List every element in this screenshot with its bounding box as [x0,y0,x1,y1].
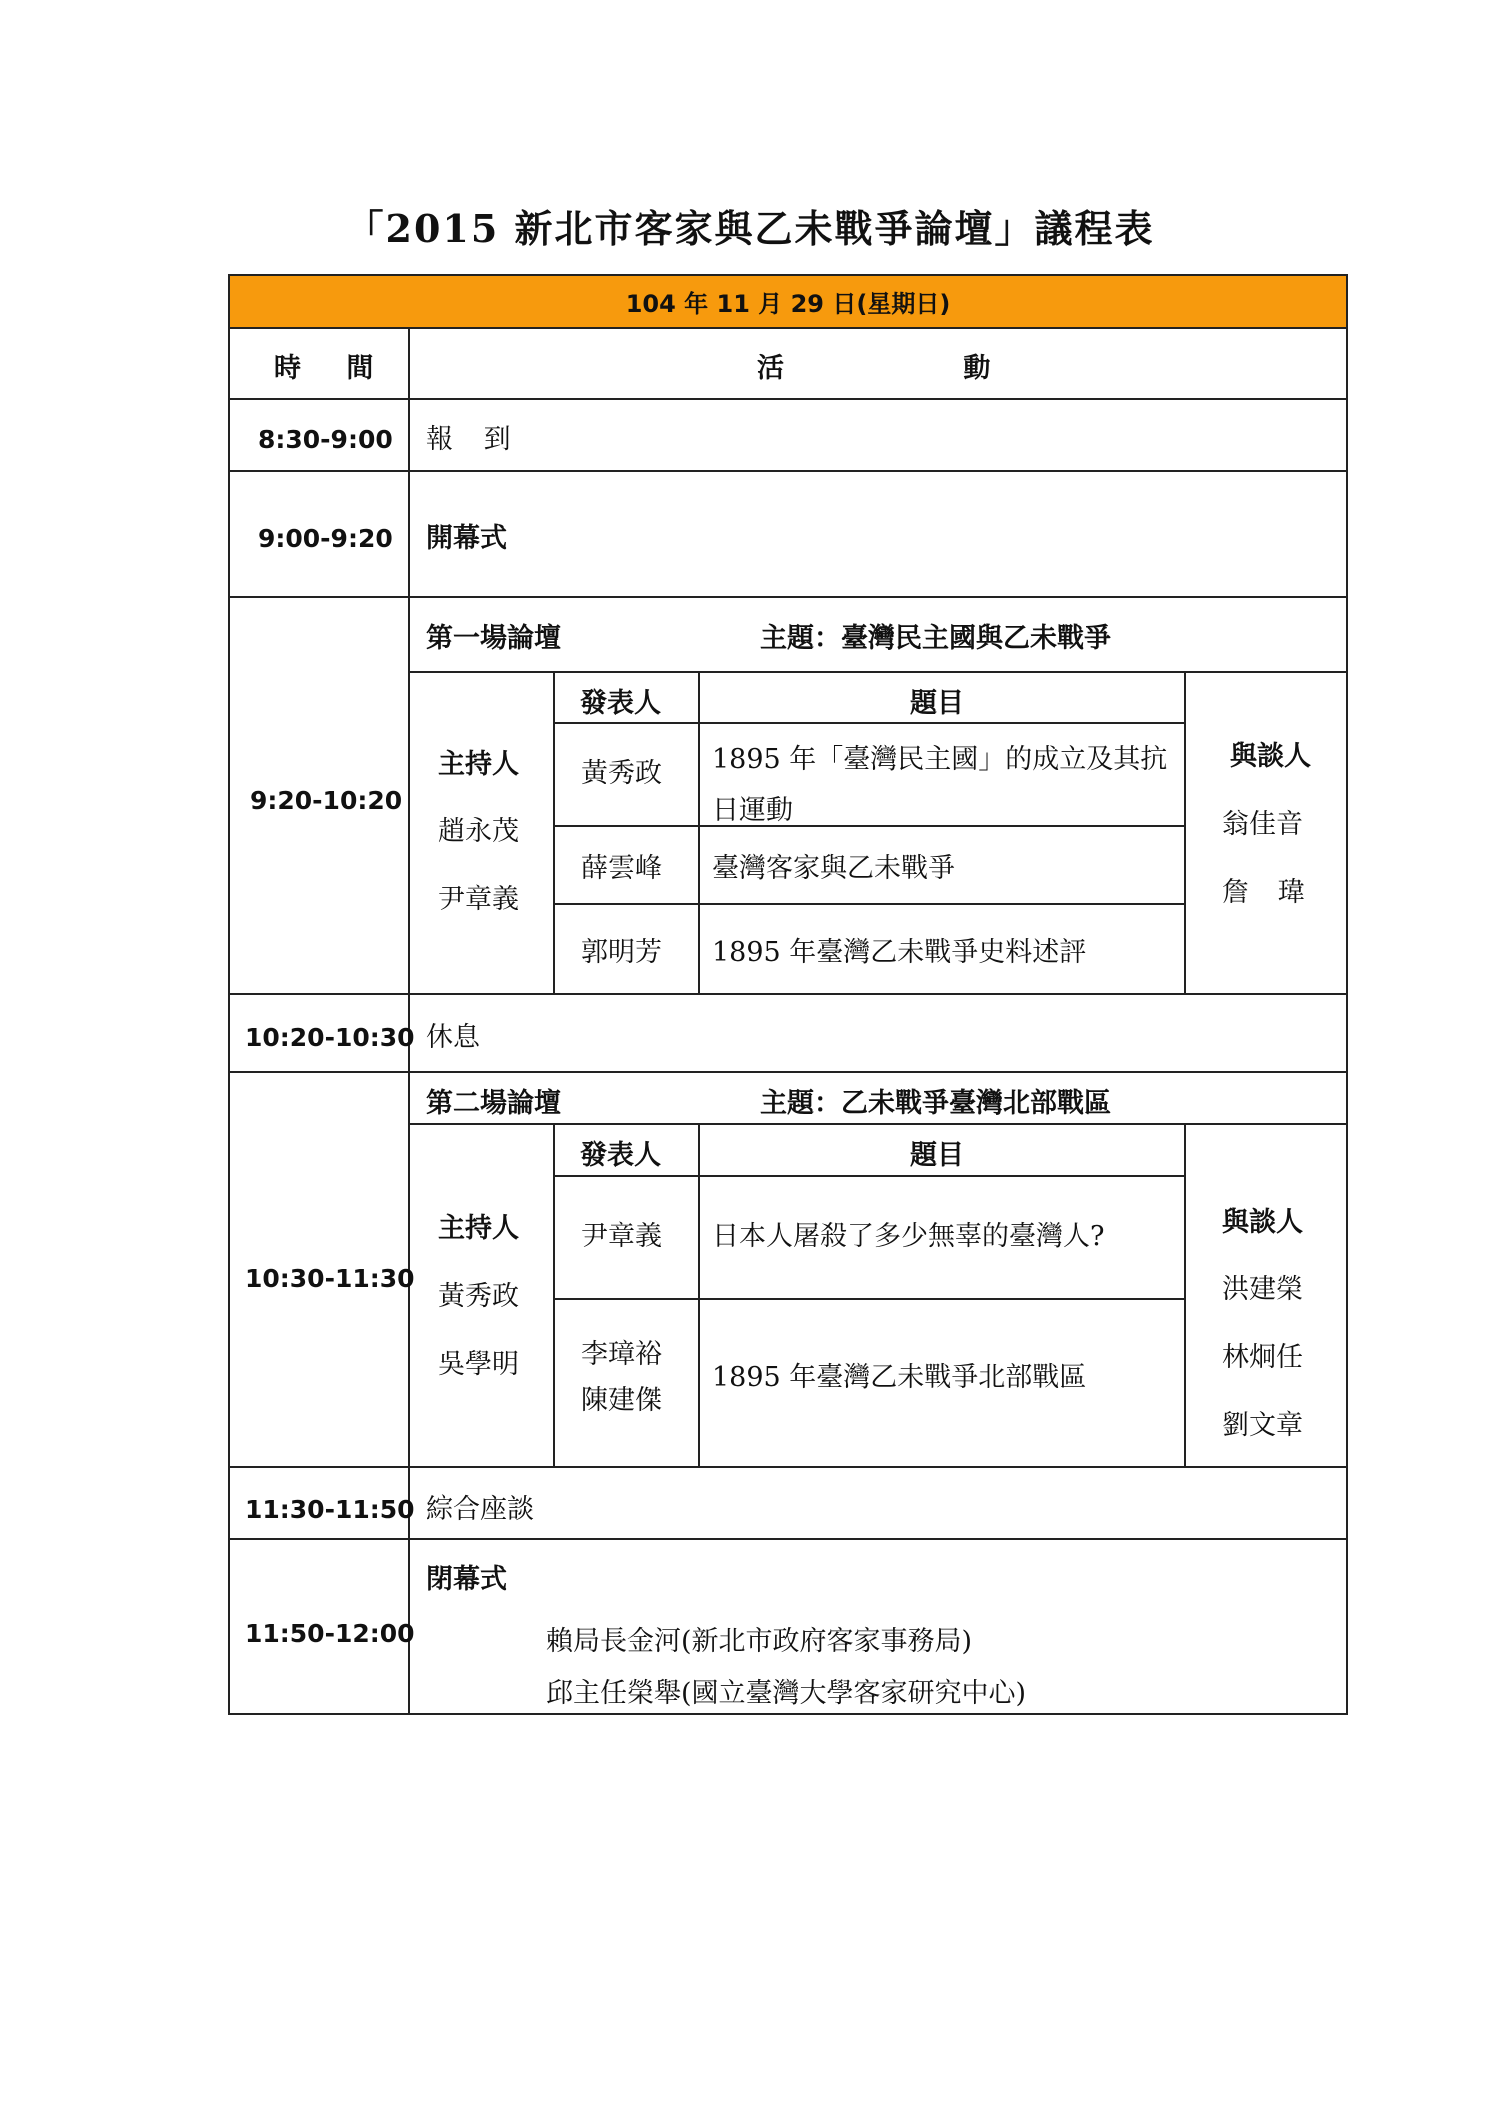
forum2-presenter: 尹章義 [581,1221,662,1252]
forum1-host-label: 主持人 [438,749,519,780]
divider [228,327,1348,329]
forum2-presenter-header: 發表人 [580,1140,661,1171]
forum1-topic: 臺灣客家與乙未戰爭 [712,853,955,884]
discussion-time: 11:30-11:50 [245,1495,415,1524]
closing-time: 11:50-12:00 [245,1619,415,1648]
discussion-activity: 綜合座談 [426,1494,534,1525]
forum1-discussant: 翁佳音 [1222,809,1303,840]
break-activity: 休息 [426,1022,480,1053]
forum1-presenter: 薛雲峰 [581,853,662,884]
forum1-host: 趙永茂 [438,816,519,847]
divider [553,671,555,993]
closing-person: 賴局長金河(新北市政府客家事務局) [546,1626,973,1657]
forum2-presenter: 李璋裕 [581,1339,662,1370]
forum2-host: 吳學明 [438,1349,519,1380]
divider [228,1071,1348,1073]
forum1-theme: 主題：臺灣民主國與乙未戰爭 [760,623,1111,654]
divider [553,1298,1184,1300]
forum2-topic: 1895 年臺灣乙未戰爭北部戰區 [712,1362,1087,1393]
divider [553,1123,555,1466]
closing-activity: 閉幕式 [426,1564,507,1595]
forum1-topic: 1895 年「臺灣民主國」的成立及其抗日運動 [712,744,1168,826]
forum2-discussant-label: 與談人 [1222,1207,1303,1238]
divider [228,993,1348,995]
time-column-header: 時 間 [274,353,392,384]
break-time: 10:20-10:30 [245,1023,415,1052]
forum1-name: 第一場論壇 [426,623,561,654]
forum2-name: 第二場論壇 [426,1088,561,1119]
forum2-topic-header: 題目 [910,1140,964,1171]
divider [228,1538,1348,1540]
page-title: 「2015 新北市客家與乙未戰爭論壇」議程表 [345,206,1155,251]
forum1-topic: 1895 年臺灣乙未戰爭史料述評 [712,937,1087,968]
forum1-presenter: 郭明芳 [581,937,662,968]
closing-person: 邱主任榮舉(國立臺灣大學客家研究中心) [546,1678,1027,1709]
divider [1184,671,1186,993]
forum2-discussant: 劉文章 [1222,1410,1303,1441]
forum1-presenter-header: 發表人 [580,688,661,719]
forum2-host: 黃秀政 [438,1281,519,1312]
divider [228,596,1348,598]
forum1-topic-header: 題目 [910,688,964,719]
divider [228,398,1348,400]
divider [698,1123,700,1466]
divider [553,903,1184,905]
checkin-time: 8:30-9:00 [258,425,393,454]
forum1-host: 尹章義 [438,884,519,915]
forum2-discussant: 林炯任 [1222,1342,1303,1373]
date-banner: 104 年 11 月 29 日(星期日) [230,276,1346,327]
opening-activity: 開幕式 [426,523,507,554]
forum2-discussant: 洪建榮 [1222,1274,1303,1305]
forum2-host-label: 主持人 [438,1213,519,1244]
opening-time: 9:00-9:20 [258,524,393,553]
divider [698,671,700,993]
forum2-theme: 主題：乙未戰爭臺灣北部戰區 [760,1088,1111,1119]
forum2-time: 10:30-11:30 [245,1264,415,1293]
divider [553,722,1184,724]
divider [408,1123,1348,1125]
divider [228,470,1348,472]
forum1-discussant-label: 與談人 [1230,741,1311,772]
divider [1184,1123,1186,1466]
forum1-discussant: 詹 瑋 [1222,877,1305,908]
activity-column-header: 活 動 [757,353,991,384]
forum1-time: 9:20-10:20 [250,786,403,815]
divider [408,671,1348,673]
checkin-activity: 報 到 [426,424,511,455]
divider [228,1466,1348,1468]
forum1-presenter: 黃秀政 [581,758,662,789]
divider [553,1175,1184,1177]
forum2-topic: 日本人屠殺了多少無辜的臺灣人? [712,1221,1105,1252]
forum2-presenter: 陳建傑 [581,1385,662,1416]
